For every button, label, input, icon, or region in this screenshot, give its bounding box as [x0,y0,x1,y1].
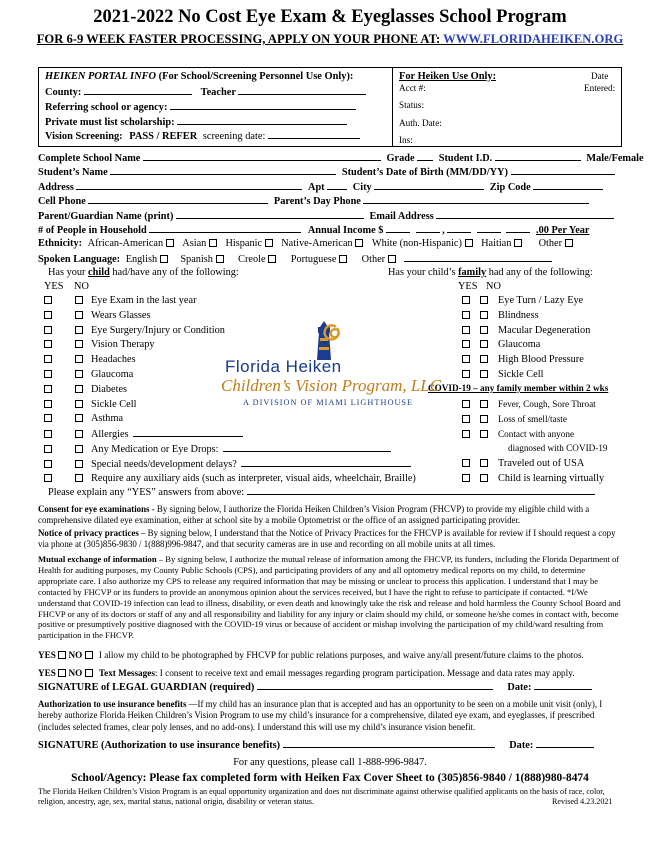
family-history-label: Blindness [498,309,539,321]
child-no-checkbox[interactable] [75,474,83,482]
child-no-checkbox[interactable] [75,460,83,468]
insurance-text: —If my child has an insurance plan that is accepted and has an opportunity to be seen on a mobile unit visit (only), I hereby authorize Florida Heiken Children’s Vision Program to use my child’s insurance for a comprehensive, dilated eye exam, and eyeglasses, if prescribed (includes selected frames, clear poly lenses, and no add-ons). I understand this will use my child’s insurance vision benefit. [38,699,603,732]
child-history-row [44,473,416,484]
entered-label: Entered: [584,83,616,93]
subtitle-prefix: FOR 6-9 WEEK FASTER PROCESSING, APPLY ON YOUR PHONE AT: [36,32,441,46]
ethnicity-checkbox[interactable] [514,239,522,247]
ethnicity-native-american: Native-American [281,238,353,249]
household-field[interactable] [149,224,301,233]
photo-no-checkbox[interactable] [85,651,93,659]
child-yes-checkbox[interactable] [44,445,52,453]
explain-field[interactable] [247,486,595,495]
language-creole: Creole [238,254,266,265]
eeo-statement [38,787,622,807]
dob-label: Student’s Date of Birth (MM/DD/YY) [341,167,508,178]
income-field-2[interactable] [416,224,440,233]
child-yes-header: YES [44,281,64,292]
child-history-label: Any Medication or Eye Drops: [91,444,219,455]
explain-label: Please explain any “YES” answers from above: [48,487,245,498]
family-heading-b: had any of the following: [488,267,593,278]
address-label: Address [38,182,74,193]
family-history-row [462,295,583,306]
child-history-detail-field[interactable] [133,428,243,437]
language-checkbox[interactable] [388,255,396,263]
child-yes-no-header [44,281,89,292]
private-label: Private must list scholarship: [45,117,175,128]
child-history-label: Wears Glasses [91,309,151,321]
email-field[interactable] [436,210,614,219]
child-no-checkbox[interactable] [75,400,83,408]
mutual-para [38,554,622,641]
teacher-label: Teacher [200,87,236,98]
signature-label: SIGNATURE of LEGAL GUARDIAN (required) [38,682,255,693]
cell-phone-field[interactable] [88,195,268,204]
child-no-checkbox[interactable] [75,445,83,453]
guardian-label: Parent/Guardian Name (print) [38,211,174,222]
child-history-label: Eye Exam in the last year [91,295,197,306]
covid-heading: COVID-19 – any family member within 2 wks [428,383,609,393]
signature2-label: SIGNATURE (Authorization to use insurance benefits) [38,740,281,751]
date-label: Date [591,71,609,81]
family-yes-checkbox[interactable] [462,340,470,348]
child-history-detail-field[interactable] [223,443,391,452]
acct-label: Acct #: [399,83,426,93]
child-history-label: Glaucoma [91,369,134,380]
photo-row [38,650,584,660]
child-history-row [44,443,391,455]
grade-field[interactable] [417,152,433,161]
family-heading-a: Has your child’s [388,267,456,278]
portal-heading-rest: (For School/Screening Personnel Use Only): [158,71,354,82]
covid-row [462,473,604,484]
fax-line: School/Agency: Please fax completed form with Heiken Fax Cover Sheet to (305)856-9840 / 1(888)980-8474 [71,772,589,784]
city-field[interactable] [374,181,484,190]
child-history-label: Sickle Cell [91,398,137,410]
income-row: # of People in Household Annual Income $ , .00 Per Year [38,225,590,236]
covid-yes-checkbox[interactable] [462,400,470,408]
page-subtitle [0,32,660,47]
child-no-checkbox[interactable] [75,311,83,319]
child-yes-checkbox[interactable] [44,311,52,319]
student-id-field[interactable] [495,152,581,161]
zip-label: Zip Code [489,182,531,193]
income-field-1[interactable] [386,224,410,233]
covid-row [462,399,596,409]
income-per-year: .00 Per Year [536,225,590,236]
photo-yes-checkbox[interactable] [58,651,66,659]
covid-no-checkbox[interactable] [480,415,488,423]
child-yes-checkbox[interactable] [44,385,52,393]
family-yes-checkbox[interactable] [462,296,470,304]
logo-name: Florida Heiken [225,357,342,376]
text-yes-checkbox[interactable] [58,669,66,677]
text-no-label: NO [68,668,83,678]
lighthouse-icon [303,320,349,362]
portal-heading [45,71,353,82]
language-checkbox[interactable] [268,255,276,263]
child-yes-checkbox[interactable] [44,296,52,304]
family-history-label: High Blood Pressure [498,354,584,366]
child-yes-checkbox[interactable] [44,430,52,438]
portal-divider [392,68,393,146]
screening-date-field[interactable] [268,130,360,139]
child-no-checkbox[interactable] [75,385,83,393]
privacy-label: Notice of privacy practices [38,528,139,538]
child-no-checkbox[interactable] [75,430,83,438]
child-history-row [44,428,243,440]
text-messages-label: Text Messages [98,668,155,678]
privacy-para [38,528,622,551]
family-history-heading [388,267,593,278]
county-label: County: [45,87,82,98]
income-field-4[interactable] [477,224,501,233]
family-history-label: Glaucoma [498,339,541,351]
county-row [45,86,366,98]
child-heading-a: Has your [48,267,86,278]
covid-no-checkbox[interactable] [480,459,488,467]
covid-row [462,458,584,469]
child-no-checkbox[interactable] [75,340,83,348]
family-yes-no-header [458,281,501,292]
child-history-row [44,295,197,306]
child-yes-checkbox[interactable] [44,326,52,334]
logo-division: A DIVISION OF MIAMI LIGHTHOUSE [243,398,414,407]
text-yes-label: YES [38,668,56,678]
family-history-row [462,354,584,365]
family-history-label: Sickle Cell [498,369,544,380]
language-other-field[interactable] [404,253,552,262]
status-label: Status: [399,100,425,110]
parent-day-phone-label: Parent’s Day Phone [273,196,361,207]
covid-label: diagnosed with COVID-19 [508,443,608,453]
text-row [38,668,574,678]
family-yes-checkbox[interactable] [462,355,470,363]
family-no-checkbox[interactable] [480,296,488,304]
child-yes-checkbox[interactable] [44,370,52,378]
signature-row [38,681,592,693]
child-history-heading [48,267,239,278]
child-heading-u: child [88,267,110,278]
questions-line: For any questions, please call 1-888-996-9847. [233,757,427,768]
income-label: Annual Income $ [307,225,384,236]
income-field-3[interactable] [447,224,471,233]
child-history-row [44,413,123,424]
signature2-date-label: Date: [509,740,534,751]
child-history-row [44,369,133,380]
child-history-detail-field[interactable] [241,458,411,467]
child-history-row [44,339,155,350]
family-no-header: NO [486,281,501,292]
language-label: Spoken Language: [38,254,121,265]
covid-yes-checkbox[interactable] [462,474,470,482]
ethnicity-checkbox[interactable] [465,239,473,247]
family-yes-checkbox[interactable] [462,370,470,378]
referring-field[interactable] [170,101,356,110]
child-history-label: Allergies [91,429,129,441]
eeo-text: The Florida Heiken Children’s Vision Program is an equal opportunity organization and does not discriminate against otherwise qualified applicants on the basis of race, color, religion, ancestry, age, sex, marital status, national origin, disability or veteran status. [38,787,605,806]
child-no-checkbox[interactable] [75,414,83,422]
covid-label: Child is learning virtually [498,473,605,484]
covid-label: Contact with anyone [498,429,575,439]
family-history-label: Eye Turn / Lazy Eye [498,295,584,306]
covid-no-checkbox[interactable] [480,400,488,408]
guardian-row [38,210,614,222]
text-messages-text: : I consent to receive text and email messages regarding program participation. Message and data rates may apply. [154,668,575,678]
family-no-checkbox[interactable] [480,370,488,378]
city-label: City [352,182,372,193]
child-yes-checkbox[interactable] [44,355,52,363]
child-history-label: Diabetes [91,383,128,395]
covid-no-checkbox[interactable] [480,430,488,438]
private-field[interactable] [177,116,347,125]
family-yes-header: YES [458,281,478,292]
child-no-checkbox[interactable] [75,326,83,334]
student-id-label: Student I.D. [438,153,493,164]
child-no-checkbox[interactable] [75,370,83,378]
male-female-label[interactable]: Male/Female [586,153,644,164]
parent-day-phone-field[interactable] [363,195,589,204]
revised-date: Revised 4.23.2021 [552,797,613,806]
child-yes-checkbox[interactable] [44,400,52,408]
child-history-label: Require any auxiliary aids (such as interpreter, visual aids, wheelchair, Braille) [91,472,416,484]
portal-heading-italic: HEIKEN PORTAL INFO [45,71,157,82]
ethnicity-checkbox[interactable] [565,239,573,247]
covid-yes-checkbox[interactable] [462,430,470,438]
covid-label: Fever, Cough, Sore Throat [498,399,596,409]
dob-field[interactable] [511,166,615,175]
family-history-label: Macular Degeneration [498,324,591,336]
child-no-checkbox[interactable] [75,355,83,363]
ethnicity-haitian: Haitian [481,238,512,249]
language-checkbox[interactable] [339,255,347,263]
privacy-text: – By signing below, I understand that the Notice of Privacy Practices for the FHCVP is available for review if I should request a copy via phone at (305)856-9830 / 1(888)996-9847, and that security cameras are in use and recording on all mobile units at all times. [38,528,616,550]
referring-row [45,101,356,113]
family-history-row [462,369,543,380]
county-field[interactable] [84,86,192,95]
child-no-checkbox[interactable] [75,296,83,304]
family-no-checkbox[interactable] [480,340,488,348]
ethnicity-african-american: African-American [87,238,164,249]
child-history-row [44,399,136,410]
language-other: Other [361,254,386,265]
child-history-label: Vision Therapy [91,339,155,351]
language-english: English [125,254,158,265]
family-history-row [462,339,540,350]
mutual-label: Mutual exchange of information [38,554,157,564]
signature2-row [38,739,594,751]
explain-row [48,486,595,498]
child-yes-checkbox[interactable] [44,460,52,468]
covid-no-checkbox[interactable] [480,474,488,482]
signature2-field[interactable] [283,739,495,748]
signature-date-label: Date: [507,682,532,693]
child-history-row [44,354,136,365]
pass-refer[interactable]: PASS / REFER [129,131,198,142]
child-history-label: Eye Surgery/Injury or Condition [91,324,225,336]
child-history-row [44,310,151,321]
family-no-checkbox[interactable] [480,326,488,334]
mutual-text: – By signing below, I authorize the mutual release of information among the FHCVP, its funders, including the Florida Department of Health for auditing purposes, my County Public Schools (CPS), and participating providers of any and all optometry medical reports on my child, to determine appropriate care. I also authorize my CPS to release any required information that may be missing or unclear to process this application. I understand that I may be contacted by FHCVP or its funders to provide an anonymous opinion about the services received, but I have the right to refuse to participate if contacted. *I/We understand that COVID-19 infection can lead to illness, disability, or even death and knowingly take the risk and release and hold harmless the County School Board and FHCVP or any of its doctors or staff of any and all responsibility and liability for any injury or claim should my child, or someone he/she comes in contact with, become positive or presumptively positive diagnosed with the COVID-19 virus or because of accident or mishap involving the participation of my child/ward resulting from participation in the FHCVP. [38,554,621,641]
ethnicity-white: White (non-Hispanic) [371,238,462,249]
vision-row [45,130,360,142]
consent-exam-text: - By signing below, I authorize the Florida Heiken Children’s Vision Program (FHCVP) to provide my eligible child with a comprehensive dilated eye examination, either at school site by a mobile Optometrist or the office of an assigned participating provider. [38,504,590,526]
ethnicity-checkbox[interactable] [355,239,363,247]
family-heading-u: family [458,267,487,278]
ethnicity-hispanic: Hispanic [225,238,263,249]
child-history-label: Headaches [91,354,136,366]
zip-field[interactable] [533,181,603,190]
child-history-label: Special needs/development delays? [91,458,237,470]
ethnicity-checkbox[interactable] [166,239,174,247]
covid-yes-checkbox[interactable] [462,415,470,423]
school-row [38,152,644,164]
family-no-checkbox[interactable] [480,355,488,363]
child-history-row [44,325,225,336]
income-field-5[interactable] [506,224,530,233]
photo-no-label: NO [68,650,83,660]
address-row [38,181,603,193]
insurance-label: Authorization to use insurance benefits [38,699,187,709]
heiken-logo [213,320,443,412]
private-row [45,116,347,128]
email-label: Email Address [369,211,434,222]
family-history-row [462,310,539,321]
covid-label: Loss of smell/taste [498,414,567,424]
language-row [38,253,552,265]
language-portuguese: Portuguese [290,254,337,265]
logo-program: Children’s Vision Program, LLC [221,376,442,395]
referring-label: Referring school or agency: [45,102,168,113]
family-history-row [462,325,590,336]
child-yes-checkbox[interactable] [44,414,52,422]
guardian-field[interactable] [176,210,364,219]
grade-label: Grade [386,153,415,164]
child-no-header: NO [74,281,89,292]
vision-label: Vision Screening: [45,131,123,142]
apt-field[interactable] [327,181,347,190]
child-history-row [44,384,127,395]
family-no-checkbox[interactable] [480,311,488,319]
child-yes-checkbox[interactable] [44,474,52,482]
covid-row [462,443,608,453]
screening-date-label: screening date: [202,131,266,142]
teacher-field[interactable] [238,86,366,95]
language-checkbox[interactable] [216,255,224,263]
signature2-date-field[interactable] [536,739,594,748]
family-yes-checkbox[interactable] [462,311,470,319]
photo-yes-label: YES [38,650,56,660]
photo-text: I allow my child to be photographed by FHCVP for public relations purposes, and waive any/all present/future claims to the photos. [98,650,584,660]
ethnicity-checkbox[interactable] [265,239,273,247]
child-heading-b: had/have any of the following: [112,267,239,278]
name-row [38,166,615,178]
text-no-checkbox[interactable] [85,669,93,677]
ethnicity-row [38,238,573,249]
ethnicity-other: Other [538,238,563,249]
school-name-label: Complete School Name [38,153,141,164]
portal-info-box [38,67,622,147]
ethnicity-checkbox[interactable] [209,239,217,247]
consent-exam-label: Consent for eye examinations [38,504,150,514]
covid-row [462,429,574,439]
page-title: 2021-2022 No Cost Eye Exam & Eyeglasses School Program [93,7,567,27]
consent-exam-para [38,504,622,527]
language-checkbox[interactable] [160,255,168,263]
child-history-label: Asthma [91,413,124,425]
ethnicity-label: Ethnicity: [38,238,83,249]
website-link[interactable]: WWW.FLORIDAHEIKEN.ORG [443,32,624,46]
covid-yes-checkbox[interactable] [462,459,470,467]
student-name-label: Student’s Name [38,167,108,178]
family-yes-checkbox[interactable] [462,326,470,334]
covid-label: Traveled out of USA [498,458,585,469]
auth-label: Auth. Date: [399,118,442,128]
child-yes-checkbox[interactable] [44,340,52,348]
household-label: # of People in Household [38,225,147,236]
signature-date-field[interactable] [534,681,592,690]
ins-label: Ins: [399,135,413,145]
covid-row [462,414,567,424]
ethnicity-asian: Asian [182,238,207,249]
address-field[interactable] [76,181,302,190]
signature-field[interactable] [257,681,493,690]
school-name-field[interactable] [143,152,381,161]
language-spanish: Spanish [180,254,213,265]
phone-row [38,195,589,207]
child-history-row [44,458,411,470]
apt-label: Apt [308,182,325,193]
insurance-para [38,699,622,733]
student-name-field[interactable] [110,166,336,175]
cell-phone-label: Cell Phone [38,196,86,207]
heiken-use-heading: For Heiken Use Only: [399,71,497,82]
